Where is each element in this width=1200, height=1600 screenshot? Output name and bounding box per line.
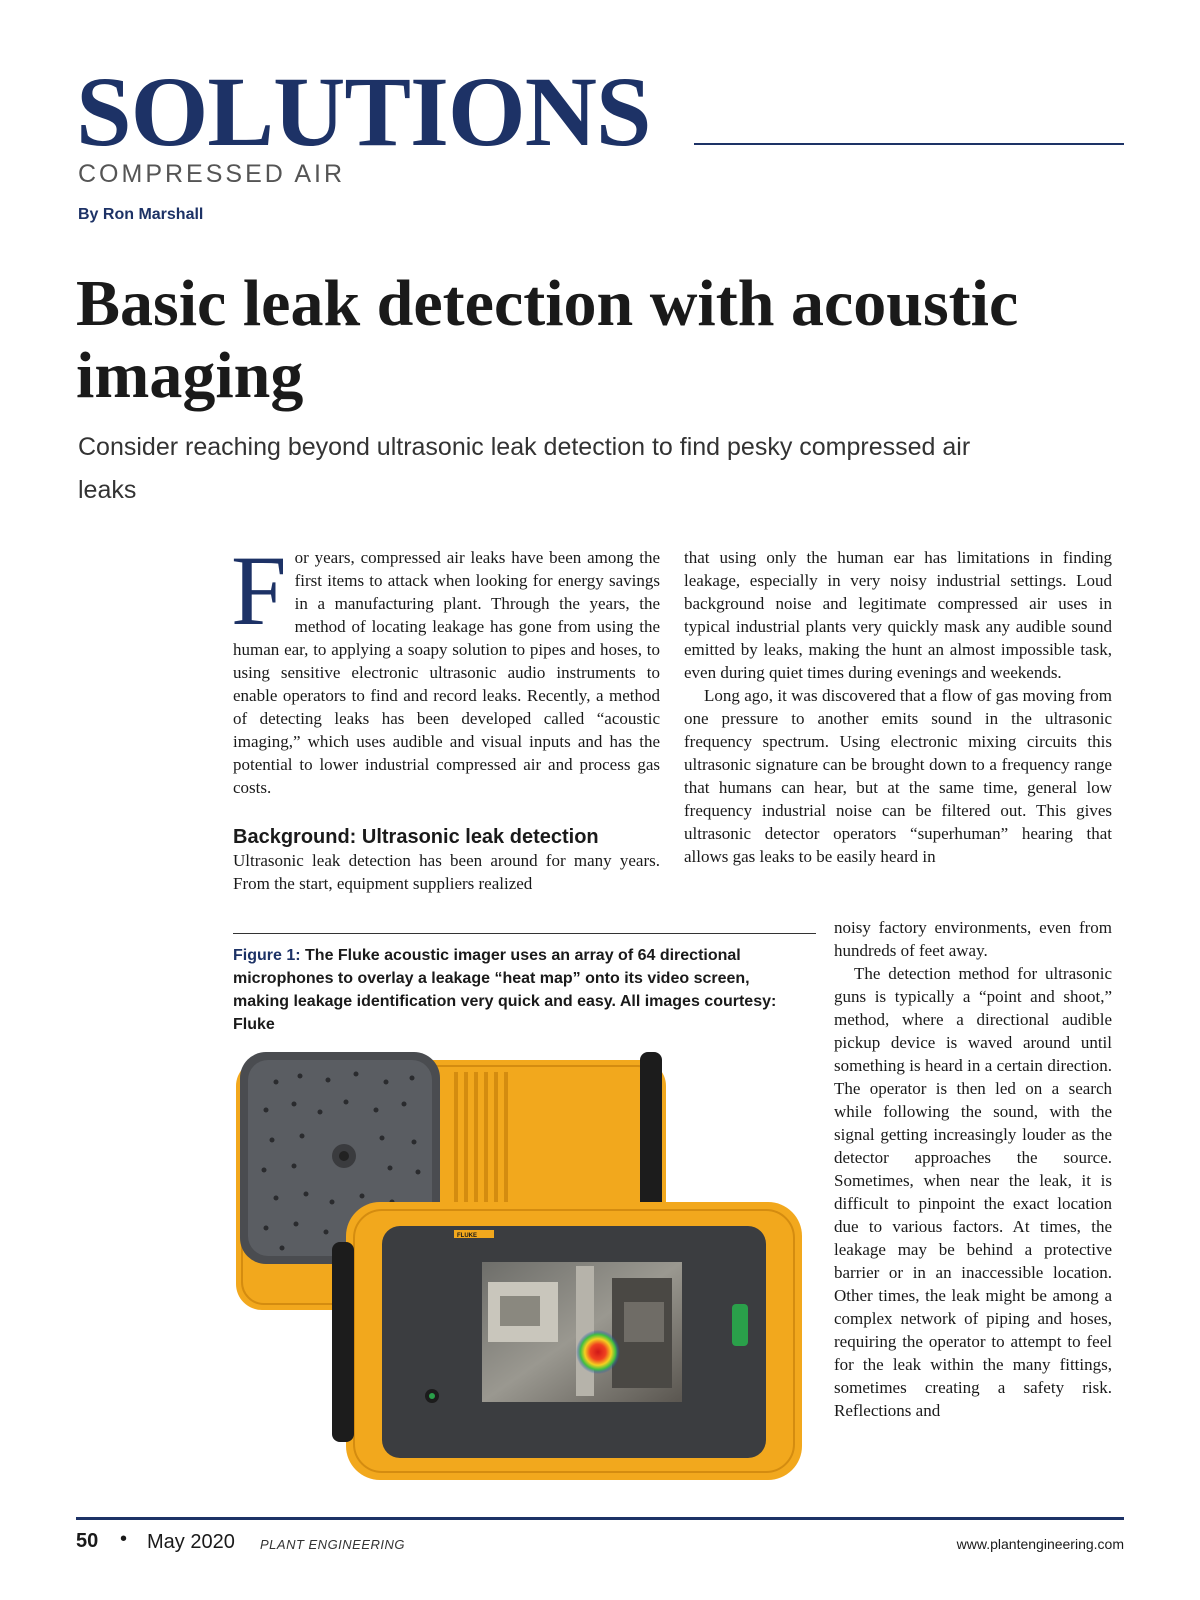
footer-rule — [76, 1517, 1124, 1520]
paragraph: The detection method for ultrasonic guns is typically a “point and shoot,” method, where a directional audible pickup device is waved around until something is heard in a certain direction. The operator is then led on a search while following the sound, with the signal getting increasingly louder as the detector approaches the source. Sometimes, when near the leak, it is difficult to pinpoint the exact location due to various factors. At times, the leakage may be behind a protective barrier or in an inaccessible location. Other times, the leak might be among a complex network of piping and hoses, requiring the operator to attempt to feel for the leak within the many fittings, sometimes creating a safety risk. Reflections and — [834, 964, 1112, 1420]
figure-caption-text: The Fluke acoustic imager uses an array of 64 directional microphones to overlay a leakage “heat map” onto its video screen, making leakage identification very quick and easy. All images courtesy: Fluke — [233, 947, 777, 1033]
brand-logo: FLUKE — [457, 1233, 477, 1239]
issue-date: May 2020 — [147, 1531, 235, 1553]
imager-front-view — [332, 1202, 802, 1480]
figure-caption — [233, 944, 803, 1036]
article-column-3 — [834, 916, 1112, 1422]
acoustic-imager-photo — [236, 1052, 806, 1492]
paragraph: that using only the human ear has limitations in finding leakage, especially in very noisy industrial settings. Loud background noise and legitimate compressed air uses in typical industrial plants very quickly mask any audible sound emitted by leaks, making the hunt an almost impossible task, even during quiet times during evenings and weekends. — [684, 548, 1112, 682]
heat-map-overlay — [576, 1330, 620, 1374]
article-column-2 — [684, 546, 1112, 868]
byline: By Ron Marshall — [78, 206, 204, 223]
figure-rule — [233, 933, 816, 934]
section-heading: Background: Ultrasonic leak detection — [233, 826, 599, 848]
article-column-1 — [231, 535, 660, 895]
website-link[interactable]: www.plantengineering.com — [956, 1536, 1124, 1552]
paragraph: Long ago, it was discovered that a flow of gas moving from one pressure to another emits sound in the ultrasonic frequency spectrum. Using electronic mixing circuits this ultrasonic signature can be brought down to a frequency range that humans can hear, but at the same time, general low frequency industrial noise can be filtered out. This gives ultrasonic detector operators “superhuman” hearing that allows gas leaks to be easily heard in — [684, 686, 1112, 866]
paragraph-text: or years, compressed air leaks have been among the first items to attack when looking for energy savings in a manufacturing plant. Through the years, the method of locating leakage has gone from using the human ear, to applying a soapy solution to pipes and hoses, to using sensitive electronic ultrasonic audio instruments to enable operators to find and record leaks. Recently, a method of detecting leaks has been developed called “acoustic imaging,” which uses audible and visual inputs and has the potential to lower industrial compressed air and process gas costs. — [233, 548, 660, 797]
section-rule — [694, 143, 1124, 145]
page-number: 50 — [76, 1530, 99, 1552]
paragraph: noisy factory environments, even from hundreds of feet away. — [834, 918, 1112, 960]
section-title: SOLUTIONS — [76, 56, 651, 167]
section-subtitle: COMPRESSED AIR — [78, 160, 346, 188]
paragraph: Ultrasonic leak detection has been around for many years. From the start, equipment suppliers realized — [233, 851, 660, 893]
publication-name: PLANT ENGINEERING — [260, 1537, 406, 1552]
figure-label: Figure 1: — [233, 947, 301, 964]
drop-cap: F — [231, 535, 287, 646]
article-title: Basic leak detection with acoustic imaging — [76, 267, 1019, 412]
paragraph — [231, 535, 660, 799]
footer-bullet: • — [120, 1528, 128, 1550]
green-button-icon — [732, 1304, 748, 1346]
article-deck: Consider reaching beyond ultrasonic leak detection to find pesky compressed air leaks — [78, 433, 971, 504]
